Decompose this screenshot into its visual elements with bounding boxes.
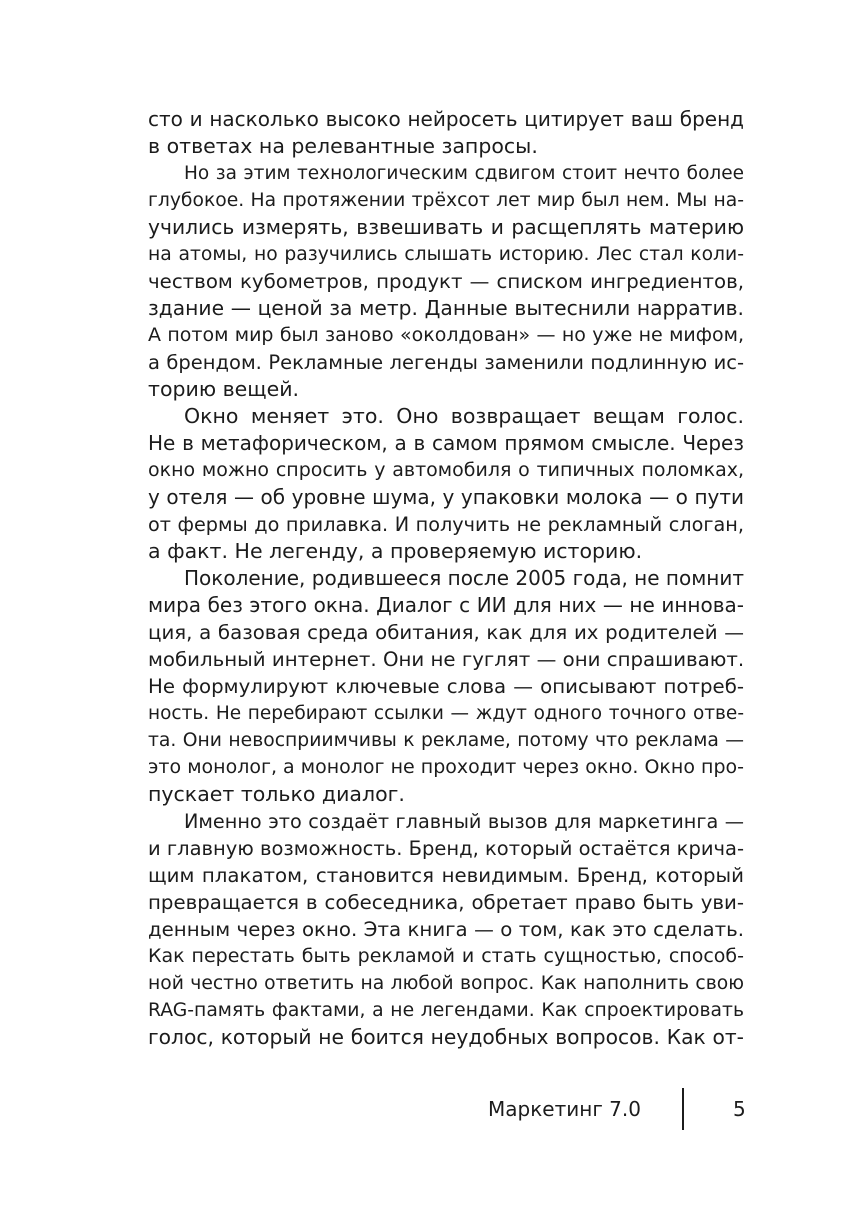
text-line: Поколение, родившееся после 2005 года, не помнит <box>184 566 745 590</box>
running-head: Маркетинг 7.0 <box>488 1097 641 1121</box>
text-line: учились измерять, взвешивать и расщеплять материю <box>148 215 744 239</box>
text-line: глубокое. На протяжении трёхсот лет мир был нем. Мы на- <box>148 190 744 211</box>
text-line: щим плакатом, становится невидимым. Бренд, который <box>148 864 744 887</box>
page-number: 5 <box>733 1097 746 1121</box>
text-line: денным через окно. Эта книга — о том, как это сделать. <box>148 918 744 941</box>
text-line: Именно это создаёт главный вызов для маркетинга — <box>184 810 744 833</box>
text-line: торию вещей. <box>148 377 300 401</box>
text-line: мобильный интернет. Они не гуглят — они спрашивают. <box>148 648 745 671</box>
text-line: ность. Не перебирают ссылки — ждут одного точного отве- <box>148 703 744 724</box>
text-line: Но за этим технологическим сдвигом стоит нечто более <box>184 163 744 184</box>
text-line: от фермы до прилавка. И получить не рекламный слоган, <box>148 513 744 536</box>
text-line: А потом мир был заново «околдован» — но уже не мифом, <box>148 324 744 346</box>
text-line: Как перестать быть рекламой и стать сущностью, способ- <box>148 945 744 967</box>
text-line: на атомы, но разучились слышать историю. Лес стал коли- <box>148 244 744 265</box>
text-line: ция, а базовая среда обитания, как для их родителей — <box>148 621 744 644</box>
text-line: Не формулируют ключевые слова — описывают потреб- <box>148 675 744 698</box>
text-line: пускает только диалог. <box>148 782 405 806</box>
text-line: голос, который не боится неудобных вопросов. Как от- <box>148 1025 744 1049</box>
text-line: это монолог, а монолог не проходит через окно. Окно про- <box>148 756 744 778</box>
text-line: в ответах на релевантные запросы. <box>148 134 538 158</box>
body-text <box>148 106 744 1051</box>
text-line: Не в метафорическом, а в самом прямом смысле. Через <box>148 431 744 455</box>
footer-divider <box>682 1088 684 1130</box>
text-line: мира без этого окна. Диалог с ИИ для них — не иннова- <box>148 593 744 617</box>
text-line: та. Они невосприимчивы к рекламе, потому что реклама — <box>148 730 744 751</box>
text-line: RAG-память фактами, а не легендами. Как спроектировать <box>148 1000 744 1021</box>
text-line: сто и насколько высоко нейросеть цитирует ваш бренд <box>148 107 744 131</box>
text-line: чеством кубометров, продукт — списком ингредиентов, <box>148 270 744 293</box>
text-line: а факт. Не легенду, а проверяемую историю. <box>148 539 643 563</box>
text-line: а брендом. Рекламные легенды заменили подлинную ис- <box>148 351 744 374</box>
text-line: и главную возможность. Бренд, который остаётся крича- <box>148 837 744 860</box>
text-line: окно можно спросить у автомобиля о типичных поломках, <box>148 459 744 481</box>
text-line: у отеля — об уровне шума, у упаковки молока — о пути <box>148 485 744 509</box>
text-line: ной честно ответить на любой вопрос. Как наполнить свою <box>148 973 744 994</box>
page-footer <box>0 1088 856 1132</box>
text-line: Окно меняет это. Оно возвращает вещам голос. <box>184 404 744 428</box>
text-line: превращается в собеседника, обретает право быть уви- <box>148 891 744 914</box>
text-line: здание — ценой за метр. Данные вытеснили нарратив. <box>148 296 744 320</box>
